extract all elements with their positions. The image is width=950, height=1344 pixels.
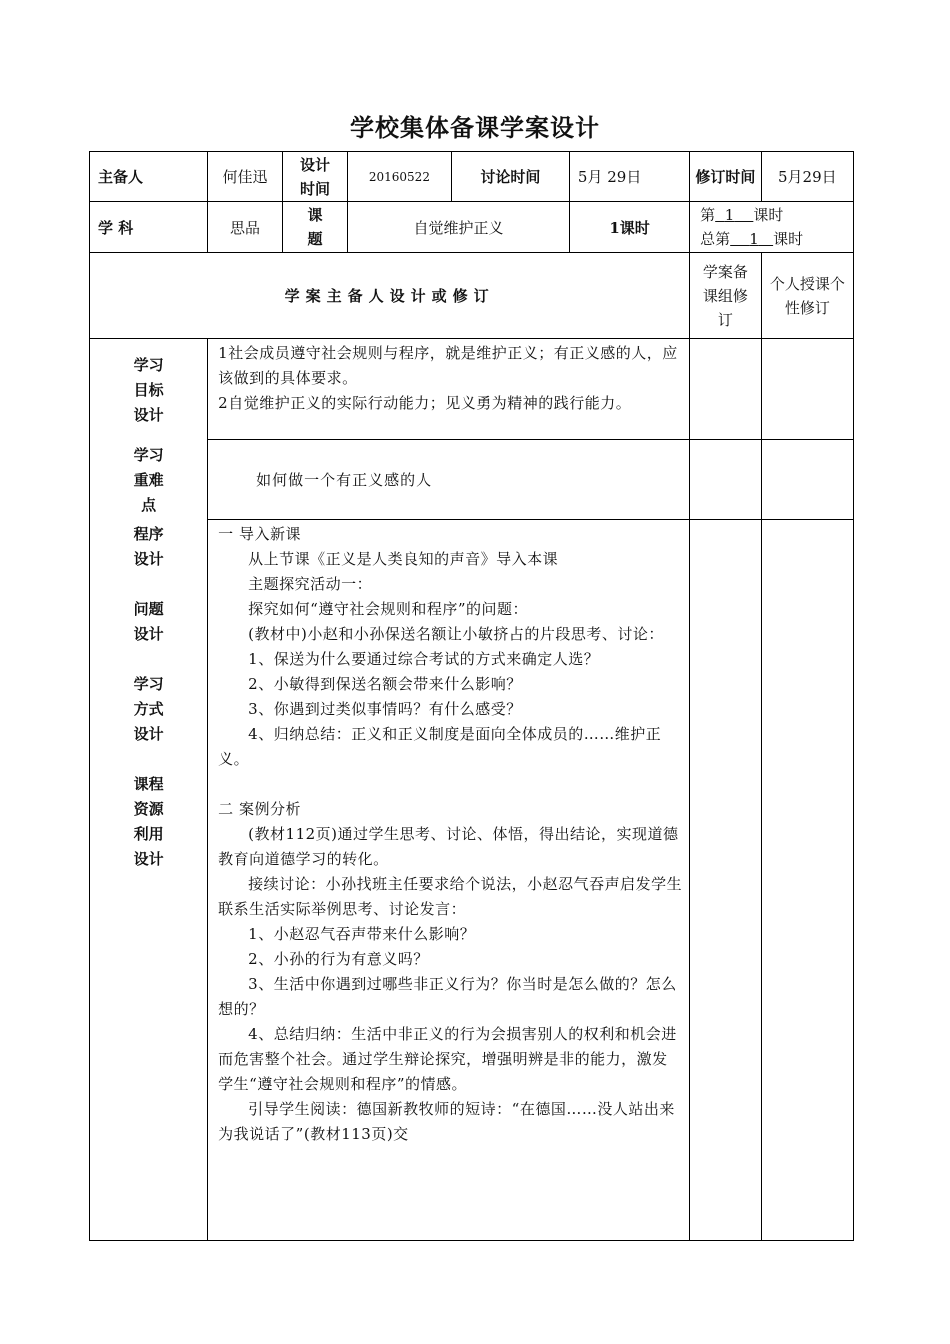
- header-row-1: [90, 152, 854, 202]
- procedure-line: 3、生活中你遇到过哪些非正义行为？你当时是怎么做的？怎么想的？: [218, 975, 677, 1018]
- label-procedure: 程序 设计: [133, 525, 164, 568]
- subject-label: 学 科: [90, 202, 208, 253]
- discuss-time-label: 讨论时间: [451, 152, 569, 202]
- header-row-2: [90, 202, 854, 253]
- goals-content: [208, 339, 690, 440]
- procedure-line: (教材112页)通过学生思考、讨论、体悟，得出结论，实现道德教育向道德学习的转化。: [218, 825, 679, 868]
- topic-value: 自觉维护正义: [348, 202, 570, 253]
- label-difficulty: 学习 重难 点: [133, 446, 164, 514]
- section-main-title: 学案主备人设计或修订: [90, 253, 690, 339]
- procedure-line: 1、保送为什么要通过综合考试的方式来确定人选？: [248, 650, 600, 668]
- design-time-value: 20160522: [348, 152, 452, 202]
- procedure-line: (教材中)小赵和小孙保送名额让小敏挤占的片段思考、讨论：: [248, 625, 664, 643]
- personal-revise-header: 个人授课个 性修订: [761, 253, 853, 339]
- topic-label: 课 题: [282, 202, 347, 253]
- host-value: 何佳迅: [208, 152, 283, 202]
- left-labels-column: [90, 339, 208, 1241]
- difficulty-content: 如何做一个有正义感的人: [208, 440, 690, 520]
- procedure-line: 2、小敏得到保送名额会带来什么影响？: [248, 675, 522, 693]
- difficulty-personal-revise: [761, 440, 853, 520]
- page-title: 学校集体备课学案设计: [350, 113, 600, 142]
- procedure-line: 二 案例分析: [218, 800, 301, 818]
- procedure-line: 3、你遇到过类似事情吗？有什么感受？: [248, 700, 522, 718]
- subject-value: 思品: [208, 202, 283, 253]
- goals-row: [90, 339, 854, 440]
- procedure-content: [208, 520, 690, 1241]
- goal-item: 2自觉维护正义的实际行动能力；见义勇为精神的践行能力。: [218, 394, 632, 412]
- goals-group-revise: [690, 339, 762, 440]
- label-learning-method: 学习 方式 设计: [133, 675, 164, 743]
- procedure-line: 引导学生阅读：德国新教牧师的短诗：“在德国……没人站出来为我说话了”(教材113页)交: [218, 1100, 675, 1143]
- section-head-row: [90, 253, 854, 339]
- difficulty-group-revise: [690, 440, 762, 520]
- period-info: 第 1 课时 总第 1 课时: [690, 202, 854, 253]
- label-goals: 学习 目标 设计: [133, 356, 164, 424]
- lesson-plan-table: [89, 151, 854, 1241]
- procedure-line: 1、小赵忍气吞声带来什么影响？: [248, 925, 476, 943]
- procedure-line: [218, 772, 683, 797]
- periods-value: 1课时: [569, 202, 689, 253]
- procedure-line: 接续讨论：小孙找班主任要求给个说法，小赵忍气吞声启发学生联系生活实际举例思考、讨论发言：: [218, 875, 683, 918]
- procedure-personal-revise: [761, 520, 853, 1241]
- revise-time-value: 5月29日: [761, 152, 853, 202]
- procedure-line: 一 导入新课: [218, 525, 301, 543]
- procedure-line: 从上节课《正义是人类良知的声音》导入本课: [248, 550, 559, 568]
- design-time-label: 设计 时间: [282, 152, 347, 202]
- group-revise-header: 学案备 课组修 订: [690, 253, 762, 339]
- procedure-group-revise: [690, 520, 762, 1241]
- goals-personal-revise: [761, 339, 853, 440]
- procedure-line: 4、总结归纳：生活中非正义的行为会损害别人的权利和机会进而危害整个社会。通过学生辩论探究，增强明辨是非的能力，激发学生“遵守社会规则和程序”的情感。: [218, 1025, 677, 1093]
- revise-time-label: 修订时间: [690, 152, 762, 202]
- label-questions: 问题 设计: [133, 600, 164, 643]
- host-label: 主备人: [90, 152, 208, 202]
- label-resources: 课程 资源 利用 设计: [133, 775, 164, 868]
- procedure-line: 4、归纳总结：正义和正义制度是面向全体成员的……维护正义。: [218, 725, 662, 768]
- procedure-line: 2、小孙的行为有意义吗？: [248, 950, 429, 968]
- procedure-line: 探究如何“遵守社会规则和程序”的问题：: [248, 600, 529, 618]
- discuss-time-value: 5月 29日: [569, 152, 689, 202]
- goal-item: 1社会成员遵守社会规则与程序，就是维护正义；有正义感的人，应该做到的具体要求。: [218, 344, 678, 387]
- procedure-line: 主题探究活动一：: [248, 575, 373, 593]
